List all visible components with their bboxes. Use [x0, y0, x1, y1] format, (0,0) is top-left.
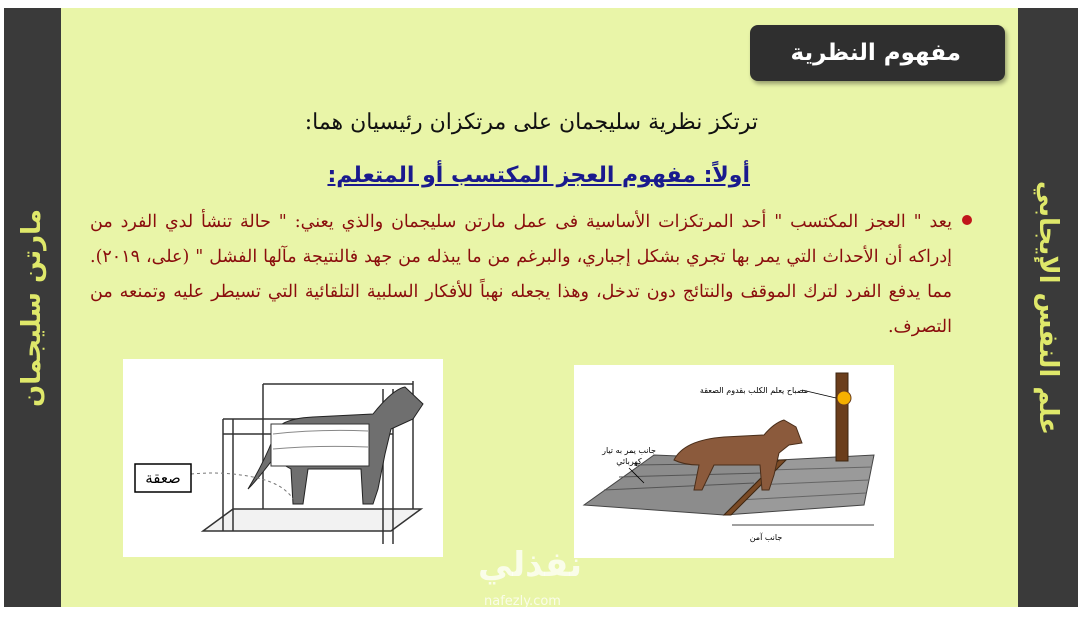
dog-harness-figure — [123, 359, 443, 557]
section-heading: أولاً: مفهوم العجز المكتسب أو المتعلم: — [327, 163, 750, 188]
watermark-site: nafezly.com — [484, 594, 561, 609]
definition-paragraph: يعد " العجز المكتسب " أحد المرتكزات الأساسية فى عمل مارتن سليجمان والذي يعني: " حالة تنشأ لدي الفرد من إدراكه أن الأحداث التي يمر بها تجري بشكل إجباري، والبرغم من ما يبذله من جهد فالنتيجة مآلها الفشل " (على، ٢٠١٩). مما يدفع الفرد لترك الموقف والنتائج دون تدخل، وهذا يجعله نهباً للأفكار السلبية التلقائية التي تسيطر عليه وتمنعه من التصرف. — [90, 212, 952, 337]
electric-side-label-line2: كهربائي — [616, 457, 642, 466]
shuttle-box-figure — [574, 365, 894, 558]
intro-text: ترتكز نظرية سليجمان على مرتكزان رئيسيان هما: — [304, 110, 758, 135]
safe-side-label: جانب آمن — [749, 533, 783, 542]
shock-label: صعقة — [145, 469, 181, 487]
electric-side-label-line1: جانب يمر به تيار — [602, 446, 656, 455]
bullet-dot — [962, 215, 972, 225]
lamp-label: مصباح يعلم الكلب بقدوم الصعقة — [699, 386, 809, 395]
sidebar-subject: علم النفس الإيجابي — [1033, 180, 1063, 436]
sidebar-author-name: مارتن سليجمان — [17, 209, 47, 407]
slide-title: مفهوم النظرية — [750, 25, 1005, 81]
watermark-brand: نفذلي — [478, 545, 583, 585]
